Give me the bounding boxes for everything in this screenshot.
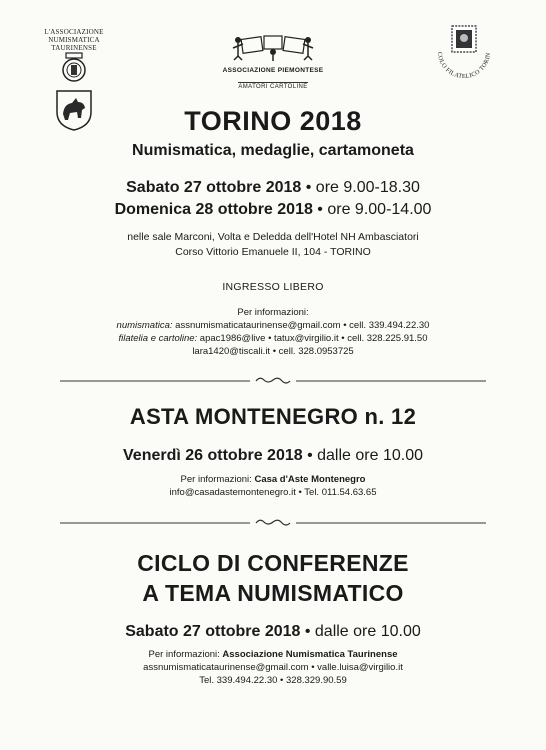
torino-venue bbox=[0, 230, 546, 260]
torino-title: TORINO 2018 bbox=[184, 106, 362, 136]
ciclo-date-day: Sabato 27 ottobre 2018 bbox=[125, 623, 301, 640]
apac-name-line2: AMATORI CARTOLINE bbox=[238, 84, 308, 90]
asta-date bbox=[0, 447, 546, 465]
ciclo-title-line1: CICLO DI CONFERENZE bbox=[137, 550, 409, 576]
contact-filatelia-label: filatelia e cartoline: bbox=[118, 333, 198, 344]
date-sunday-hours: • ore 9.00-14.00 bbox=[312, 201, 432, 218]
date-sunday-day: Domenica 28 ottobre 2018 bbox=[114, 201, 313, 218]
asta-contact-line2: info@casadastemontenegro.it • Tel. 011.54.63.65 bbox=[169, 487, 377, 498]
torino-contacts bbox=[0, 306, 546, 358]
ciclo-contact-label: Per informazioni: bbox=[148, 649, 223, 660]
cft-logo-text: COLO FILATELICO TORIN bbox=[435, 51, 493, 81]
apac-name-line1: ASSOCIAZIONE PIEMONTESE bbox=[222, 67, 324, 74]
date-saturday-hours: • ore 9.00-18.30 bbox=[301, 179, 420, 196]
ciclo-contacts bbox=[0, 648, 546, 687]
contact-numismatica bbox=[0, 319, 546, 332]
cft-logo bbox=[432, 22, 496, 100]
asta-contacts bbox=[0, 473, 546, 499]
torino-subtitle: Numismatica, medaglie, cartamoneta bbox=[132, 142, 414, 159]
asta-contact-label: Per informazioni: bbox=[180, 474, 255, 485]
asta-contact-line1 bbox=[0, 473, 546, 486]
contact-filatelia-text: apac1986@live • tatux@virgilio.it • cell. 328.225.91.50 bbox=[197, 333, 428, 344]
ciclo-contact-line3: Tel. 339.494.22.30 • 328.329.90.59 bbox=[199, 675, 347, 686]
stamp-seal-icon bbox=[432, 22, 496, 100]
ciclo-title-line2: A TEMA NUMISMATICO bbox=[142, 580, 404, 606]
ciclo-contact-org: Associazione Numismatica Taurinense bbox=[222, 649, 398, 660]
contact-numismatica-text: assnumismaticataurinense@gmail.com • cell. 339.494.22.30 bbox=[172, 320, 430, 331]
ciclo-date-hours: • dalle ore 10.00 bbox=[300, 623, 421, 640]
asta-contact-org: Casa d'Aste Montenegro bbox=[254, 474, 366, 485]
venue-line2: Corso Vittorio Emanuele II, 104 - TORINO bbox=[175, 246, 371, 258]
asta-title: ASTA MONTENEGRO n. 12 bbox=[129, 404, 417, 429]
ciclo-date bbox=[0, 623, 546, 641]
torino-date-saturday bbox=[0, 179, 546, 197]
medal-icon bbox=[60, 52, 88, 86]
apac-logo bbox=[218, 30, 328, 93]
date-saturday-day: Sabato 27 ottobre 2018 bbox=[126, 179, 302, 196]
contact-filatelia bbox=[0, 332, 546, 345]
asta-date-hours: • dalle ore 10.00 bbox=[302, 447, 423, 464]
free-entry-label: INGRESSO LIBERO bbox=[222, 281, 324, 293]
postcard-figures-icon bbox=[228, 30, 318, 62]
torino-date-sunday bbox=[0, 201, 546, 219]
ciclo-contact-line1 bbox=[0, 648, 546, 661]
contact-lara: lara1420@tiscali.it • cell. 328.0953725 bbox=[192, 346, 354, 357]
ornament-divider bbox=[60, 517, 486, 527]
ciclo-title bbox=[0, 548, 546, 608]
contacts-title: Per informazioni: bbox=[237, 307, 309, 318]
ant-logo-text: L'ASSOCIAZIONE NUMISMATICA TAURINENSE bbox=[44, 28, 104, 52]
contact-numismatica-label: numismatica: bbox=[116, 320, 173, 331]
asta-date-day: Venerdì 26 ottobre 2018 bbox=[123, 447, 303, 464]
venue-line1: nelle sale Marconi, Volta e Deledda dell'Hotel NH Ambasciatori bbox=[127, 231, 419, 243]
ornament-divider bbox=[60, 375, 486, 385]
ciclo-contact-line2: assnumismaticataurinense@gmail.com • valle.luisa@virgilio.it bbox=[143, 662, 403, 673]
